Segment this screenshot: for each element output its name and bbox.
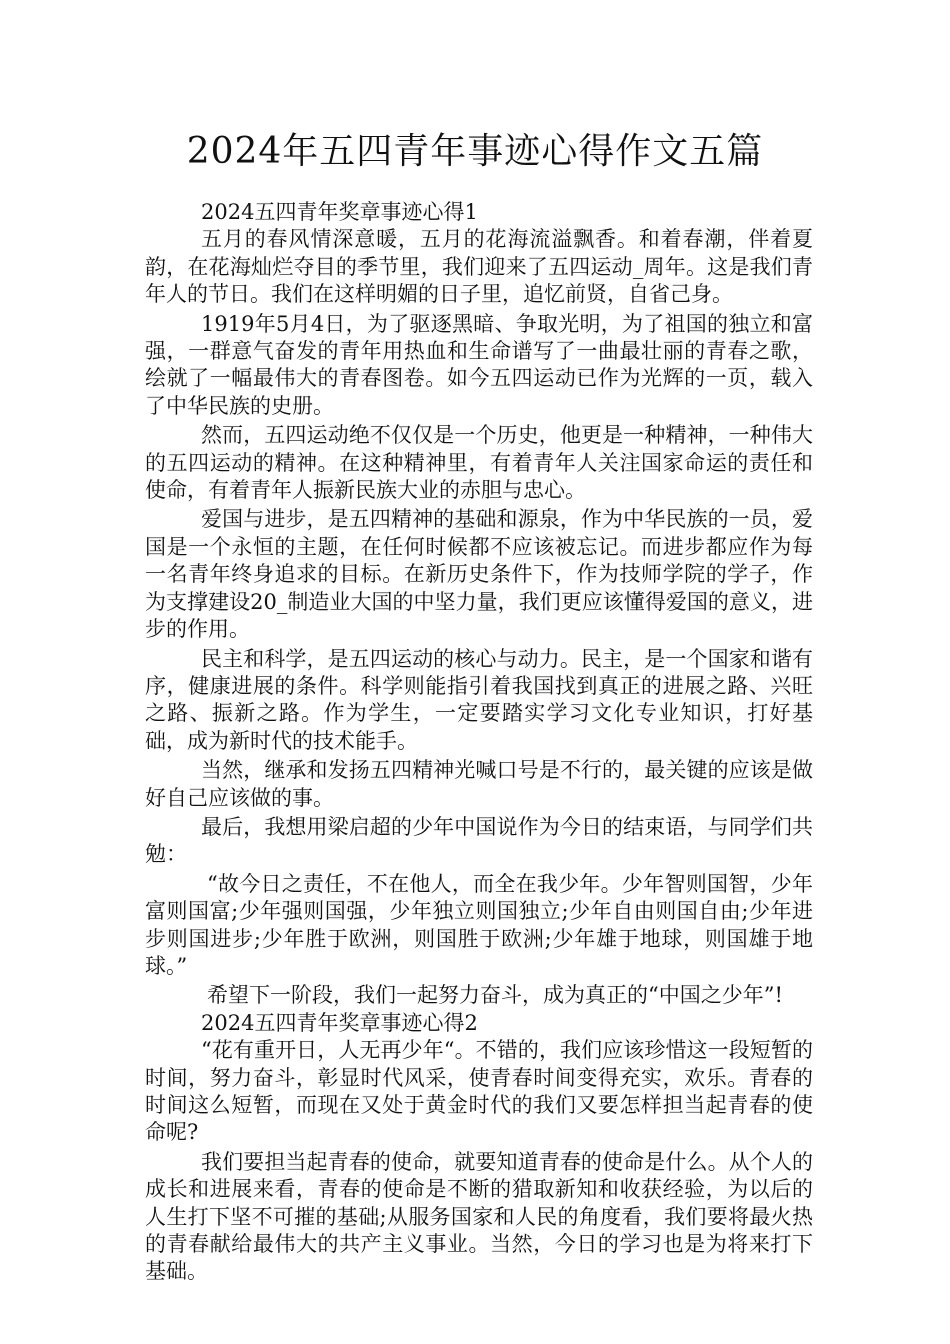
paragraph: 希望下一阶段，我们一起努力奋斗，成为真正的“中国之少年”! [207,983,783,1008]
paragraph: 爱国与进步，是五四精神的基础和源泉，作为中华民族的一员，爱国是一个永恒的主题，在任何时候都不应该被忘记。而进步都应作为每一名青年终身追求的目标。在新历史条件下，作为技师学院的学子，作为支撑建设20_制造业大国的中坚力量，我们更应该懂得爱国的意义，进步的作用。 [145,507,813,642]
paragraph: 民主和科学，是五四运动的核心与动力。民主，是一个国家和谐有序，健康进展的条件。科学则能指引着我国找到真正的进展之路、兴旺之路、振新之路。作为学生，一定要踏实学习文化专业知识，打好基础，成为新时代的技术能手。 [145,646,813,753]
paragraph: “花有重开日，人无再少年“。不错的，我们应该珍惜这一段短暂的时间，努力奋斗，彰显时代风采，使青春时间变得充实，欢乐。青春的时间这么短暂，而现在又处于黄金时代的我们又要怎样担当起青春的使命呢? [145,1038,813,1145]
paragraph: 五月的春风情深意暖，五月的花海流溢飘香。和着春潮，伴着夏韵，在花海灿烂夺目的季节里，我们迎来了五四运动_周年。这是我们青年人的节日。我们在这样明媚的日子里，追忆前贤，自省己身。 [145,227,813,307]
paragraph: 我们要担当起青春的使命，就要知道青春的使命是什么。从个人的成长和进展来看，青春的使命是不断的猎取新知和收获经验，为以后的人生打下坚不可摧的基础;从服务国家和人民的角度看，我们要将最火热的青春献给最伟大的共产主义事业。当然，今日的学习也是为将来打下基础。 [145,1149,813,1284]
document-title: 2024年五四青年事迹心得作文五篇 [186,131,764,172]
section-heading-2: 2024五四青年奖章事迹心得2 [201,1010,478,1035]
paragraph: 然而，五四运动绝不仅仅是一个历史，他更是一种精神，一种伟大的五四运动的精神。在这种精神里，有着青年人关注国家命运的责任和使命，有着青年人振新民族大业的赤胆与忠心。 [145,423,813,503]
quotation-paragraph: “故今日之责任，不在他人，而全在我少年。少年智则国智，少年富则国富;少年强则国强，少年独立则国独立;少年自由则国自由;少年进步则国进步;少年胜于欧洲，则国胜于欧洲;少年雄于地球，则国雄于地球。” [145,871,813,978]
section-heading-1: 2024五四青年奖章事迹心得1 [201,200,478,224]
paragraph: 当然，继承和发扬五四精神光喊口号是不行的，最关键的应该是做好自己应该做的事。 [145,758,813,810]
document-body [145,199,813,1286]
paragraph: 1919年5月4日，为了驱逐黑暗、争取光明，为了祖国的独立和富强，一群意气奋发的青年用热血和生命谱写了一曲最壮丽的青春之歌，绘就了一幅最伟大的青春图卷。如今五四运动已作为光辉的一页，载入了中华民族的史册。 [145,311,813,418]
paragraph: 最后，我想用梁启超的少年中国说作为今日的结束语，与同学们共勉： [145,814,813,867]
